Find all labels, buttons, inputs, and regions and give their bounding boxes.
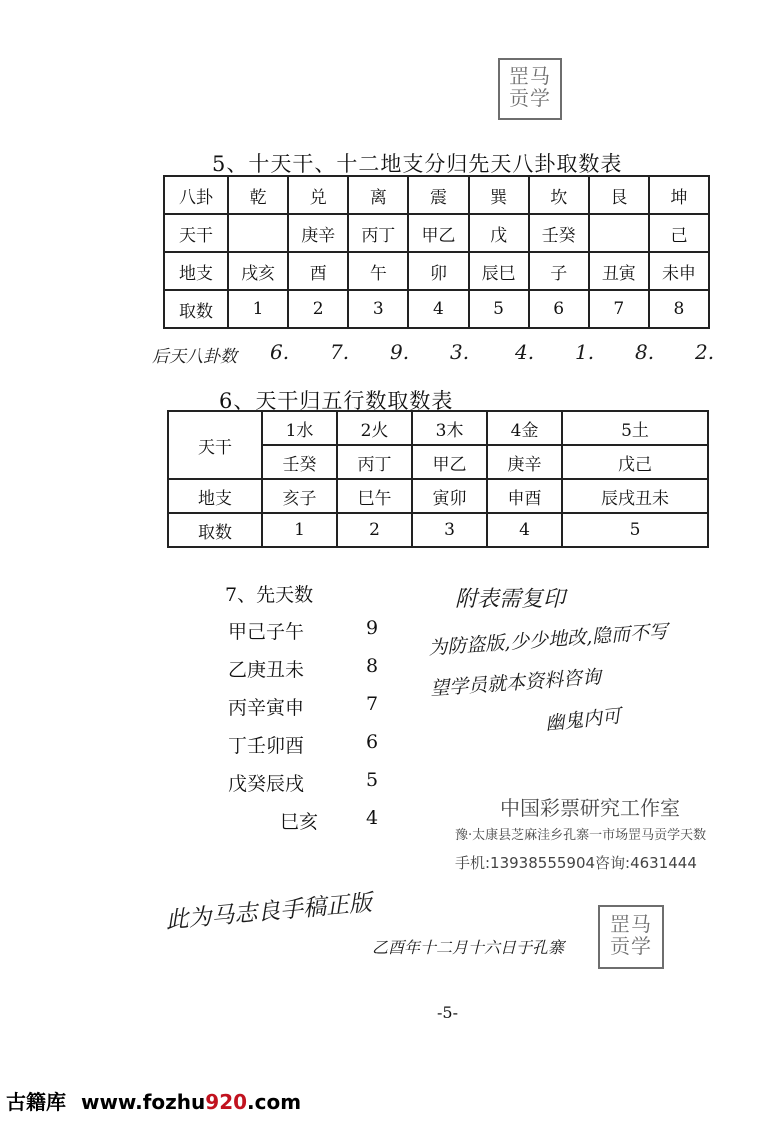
handnote-line3: 望学员就本资料咨询	[429, 666, 602, 700]
bagua-cell: 丙丁	[348, 214, 408, 252]
bagua-cell: 3	[348, 290, 408, 328]
bagua-cell: 震	[408, 176, 468, 214]
houtian-value: 3.	[450, 340, 470, 364]
page-number: -5-	[437, 1003, 458, 1022]
tiangan-cell: 丙丁	[337, 445, 412, 479]
bagua-row	[164, 214, 709, 252]
seal-bottom-line2: 贡学	[610, 934, 652, 958]
bagua-cell: 庚辛	[288, 214, 348, 252]
xiantian-row	[228, 617, 398, 644]
bagua-cell: 未申	[649, 252, 709, 290]
xiantian-label: 巳亥	[280, 811, 319, 833]
bagua-cell: 7	[589, 290, 649, 328]
xiantian-label: 甲己子午	[228, 621, 305, 643]
houtian-value: 4.	[515, 340, 535, 364]
bagua-cell: 戊	[469, 214, 529, 252]
sign-line2: 乙酉年十二月十六日于孔寨	[372, 938, 565, 957]
bagua-cell: 坤	[649, 176, 709, 214]
dizhi-cell: 申酉	[487, 479, 562, 513]
houtian-value: 9.	[390, 340, 410, 364]
bagua-cell: 8	[649, 290, 709, 328]
bagua-cell: 巽	[469, 176, 529, 214]
bagua-cell	[589, 214, 649, 252]
seal-top-line2: 贡学	[509, 86, 551, 110]
bagua-table	[163, 175, 710, 329]
xiantian-label: 丁壬卯酉	[228, 735, 305, 757]
bagua-cell: 午	[348, 252, 408, 290]
bagua-cell: 壬癸	[529, 214, 589, 252]
xiantian-row	[228, 769, 398, 796]
seal-top	[498, 58, 562, 120]
dizhi-cell: 巳午	[337, 479, 412, 513]
bagua-cell: 艮	[589, 176, 649, 214]
wuxing-row-qushu	[168, 513, 708, 547]
section7-title: 7、先天数	[225, 584, 314, 606]
handnote-line4: 幽鬼内可	[544, 705, 623, 735]
site-footer	[6, 1086, 301, 1115]
bagua-cell: 甲乙	[408, 214, 468, 252]
houtian-row	[0, 340, 783, 370]
element-cell: 4金	[487, 411, 562, 445]
xiantian-row	[228, 693, 398, 720]
bagua-cell: 1	[228, 290, 288, 328]
element-cell: 5土	[562, 411, 708, 445]
footer-url-suffix: .com	[247, 1090, 302, 1114]
bagua-row	[164, 252, 709, 290]
wuxing-table	[167, 410, 709, 548]
footer-url-prefix: www.fozhu	[80, 1090, 206, 1114]
bagua-cell: 己	[649, 214, 709, 252]
qushu-cell: 5	[562, 513, 708, 547]
tiangan-cell: 庚辛	[487, 445, 562, 479]
qushu-label: 取数	[168, 513, 262, 547]
qushu-cell: 1	[262, 513, 337, 547]
bagua-row-label: 八卦	[164, 176, 228, 214]
bagua-cell: 丑寅	[589, 252, 649, 290]
xiantian-row	[228, 655, 398, 682]
xiantian-label: 丙辛寅申	[228, 697, 305, 719]
qushu-cell: 3	[412, 513, 487, 547]
wuxing-row-dizhi	[168, 479, 708, 513]
xiantian-value: 8	[366, 655, 379, 677]
bagua-cell	[228, 214, 288, 252]
bagua-row-label: 天干	[164, 214, 228, 252]
bagua-cell: 坎	[529, 176, 589, 214]
section5-title: 5、十天干、十二地支分归先天八卦取数表	[212, 152, 623, 176]
bagua-cell: 离	[348, 176, 408, 214]
xiantian-value: 6	[366, 731, 379, 753]
bagua-cell: 6	[529, 290, 589, 328]
seal-top-line1: 罡马	[509, 64, 551, 88]
bagua-cell: 辰巳	[469, 252, 529, 290]
xiantian-label: 乙庚丑未	[228, 659, 305, 681]
bagua-row	[164, 176, 709, 214]
element-cell: 3木	[412, 411, 487, 445]
houtian-value: 7.	[330, 340, 350, 364]
bagua-cell: 戌亥	[228, 252, 288, 290]
bagua-cell: 酉	[288, 252, 348, 290]
bagua-cell: 4	[408, 290, 468, 328]
bagua-cell: 5	[469, 290, 529, 328]
houtian-value: 8.	[635, 340, 655, 364]
xiantian-label: 戊癸辰戌	[228, 773, 305, 795]
dizhi-label: 地支	[168, 479, 262, 513]
qushu-cell: 2	[337, 513, 412, 547]
bagua-cell: 卯	[408, 252, 468, 290]
section6-title: 6、天干归五行数取数表	[219, 389, 454, 413]
houtian-label: 后天八卦数	[152, 347, 237, 367]
seal-bottom	[598, 905, 664, 969]
footer-url-num: 920	[205, 1090, 248, 1114]
bagua-row-label: 地支	[164, 252, 228, 290]
dizhi-cell: 亥子	[262, 479, 337, 513]
studio-address: 豫·太康县芝麻洼乡孔寨一市场罡马贡学天数	[455, 828, 707, 843]
bagua-row-label: 取数	[164, 290, 228, 328]
qushu-cell: 4	[487, 513, 562, 547]
houtian-value: 1.	[575, 340, 595, 364]
bagua-cell: 2	[288, 290, 348, 328]
studio-phone: 手机:13938555904咨询:4631444	[455, 854, 697, 872]
sign-line1: 此为马志良手稿正版	[164, 890, 373, 934]
houtian-value: 6.	[270, 340, 290, 364]
xiantian-value: 7	[366, 693, 379, 715]
seal-bottom-line1: 罡马	[610, 912, 652, 936]
tiangan-label: 天干	[168, 411, 262, 479]
tiangan-cell: 甲乙	[412, 445, 487, 479]
dizhi-cell: 辰戌丑未	[562, 479, 708, 513]
dizhi-cell: 寅卯	[412, 479, 487, 513]
footer-site: 古籍库	[6, 1090, 66, 1114]
tiangan-cell: 戊己	[562, 445, 708, 479]
bagua-cell: 乾	[228, 176, 288, 214]
bagua-row	[164, 290, 709, 328]
handnote-line1: 附表需复印	[455, 587, 566, 612]
element-cell: 2火	[337, 411, 412, 445]
tiangan-cell: 壬癸	[262, 445, 337, 479]
xiantian-value: 5	[366, 769, 379, 791]
element-cell: 1水	[262, 411, 337, 445]
wuxing-row-elements	[168, 411, 708, 445]
studio-name: 中国彩票研究工作室	[500, 796, 680, 820]
bagua-cell: 兑	[288, 176, 348, 214]
xiantian-value: 9	[366, 617, 379, 639]
xiantian-row	[228, 731, 398, 758]
xiantian-value: 4	[366, 807, 379, 829]
handnote-line2: 为防盗版,少少地改,隐而不写	[427, 620, 669, 660]
houtian-value: 2.	[695, 340, 715, 364]
bagua-cell: 子	[529, 252, 589, 290]
